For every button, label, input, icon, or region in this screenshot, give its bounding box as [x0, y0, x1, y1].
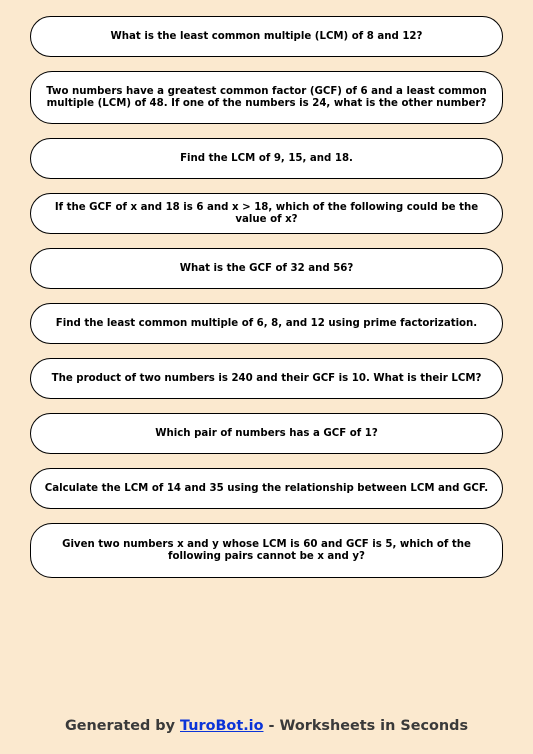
- question-card: [30, 523, 503, 578]
- question-card: [30, 193, 503, 234]
- question-text: Given two numbers x and y whose LCM is 60 and GCF is 5, which of the following pairs cannot be x and y?: [62, 538, 471, 562]
- question-list: [30, 16, 503, 592]
- question-card: [30, 138, 503, 179]
- question-text: Find the LCM of 9, 15, and 18.: [180, 152, 353, 164]
- question-card: [30, 358, 503, 399]
- question-text: Calculate the LCM of 14 and 35 using the relationship between LCM and GCF.: [44, 482, 489, 494]
- question-text: Two numbers have a greatest common factor (GCF) of 6 and a least common multiple (LCM) of 48. If one of the numbers is 24, what is the other number?: [46, 85, 487, 109]
- question-card: [30, 303, 503, 344]
- question-card: [30, 16, 503, 57]
- question-text: The product of two numbers is 240 and their GCF is 10. What is their LCM?: [51, 372, 482, 384]
- turobot-link[interactable]: TuroBot.io: [180, 718, 264, 734]
- footer: [0, 718, 533, 734]
- question-text: What is the GCF of 32 and 56?: [179, 262, 354, 274]
- question-card: [30, 468, 503, 509]
- question-card: [30, 248, 503, 289]
- question-card: [30, 413, 503, 454]
- footer-prefix: Generated by: [64, 718, 180, 734]
- question-text: If the GCF of x and 18 is 6 and x > 18, which of the following could be the value of x?: [54, 201, 479, 225]
- question-text: Which pair of numbers has a GCF of 1?: [155, 427, 378, 439]
- footer-suffix: - Worksheets in Seconds: [263, 718, 469, 734]
- question-text: Find the least common multiple of 6, 8, and 12 using prime factorization.: [55, 317, 478, 329]
- question-text: What is the least common multiple (LCM) of 8 and 12?: [110, 30, 423, 42]
- question-card: [30, 71, 503, 124]
